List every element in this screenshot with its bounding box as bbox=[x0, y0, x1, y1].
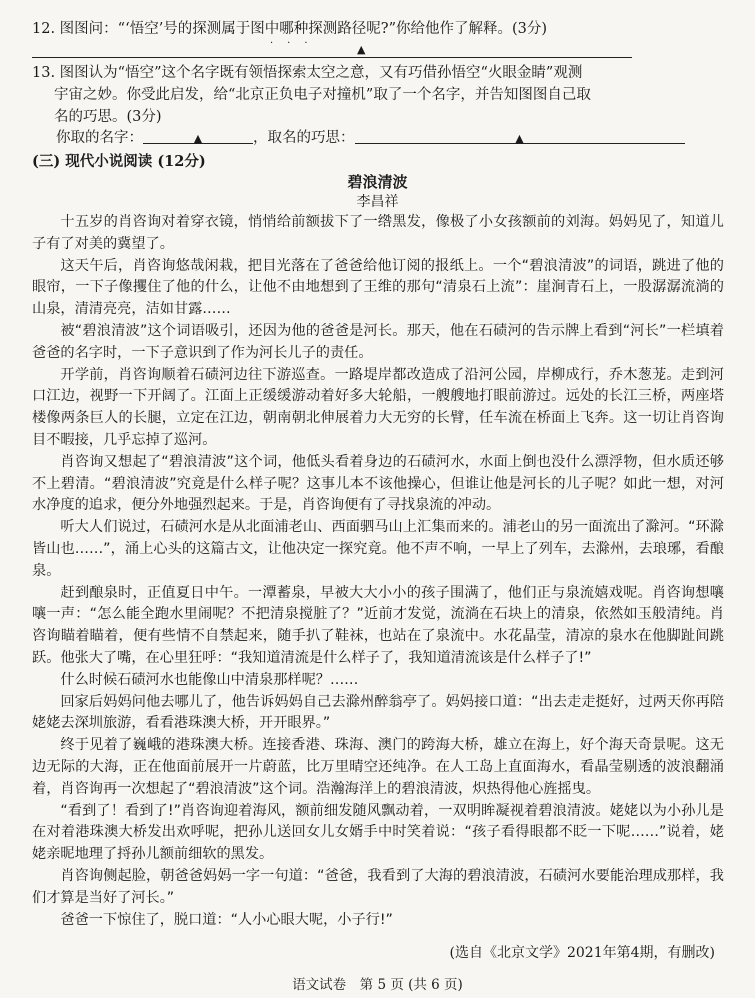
name-blank[interactable] bbox=[143, 127, 253, 144]
reason-marker: ▲ bbox=[515, 132, 524, 145]
paragraph: 十五岁的肖咨询对着穿衣镜，悄悄给前额拔下了一绺黑发，像极了小女孩额前的刘海。妈妈见了，知道儿子有了对美的冀望了。 bbox=[32, 214, 724, 252]
paragraph: 听大人们说过，石碛河水是从北面浦老山、西面驷马山上汇集而来的。浦老山的另一面流出了滁河。“环滁皆山也……”，涌上心头的这篇古文，让他决定一探究竟。他不声不响，一早上了列车，去滁州，去琅琊，看酿泉。 bbox=[32, 519, 724, 579]
question-12-text: 12. 图图问：“‘悟空’号的探测属于图中哪种探测路径呢?”你给他作了解释。(3分) bbox=[32, 21, 548, 37]
paragraph: 被“碧浪清波”这个词语吸引，还因为他的爸爸是河长。那天，他在石碛河的告示牌上看到“河长”一栏填着爸爸的名字时，一下子意识到了作为河长儿子的责任。 bbox=[32, 322, 724, 361]
paragraph: 回家后妈妈问他去哪儿了，他告诉妈妈自己去滁州醉翁亭了。妈妈接口道：“出去走走挺好，过两天你再陪姥姥去深圳旅游，看看港珠澳大桥，开开眼界。” bbox=[32, 693, 724, 732]
paragraph: 肖咨询侧起脸，朝爸爸妈妈一字一句道：“爸爸，我看到了大海的碧浪清波，石碛河水要能治理成那样，我们才算是当好了河长。” bbox=[32, 867, 724, 906]
paragraph: 开学前，肖咨询顺着石碛河边往下游巡查。一路堤岸都改造成了沿河公园，岸柳成行，乔木葱茏。走到河口江边，视野一下开阔了。江面上正缓缓游动着好多大轮船，一艘艘地打眼前游过。远处的长江三桥，两座塔楼像两条巨人的长腿，立定在江边，朝南朝北伸展着力大无穷的长臂，任车流在桥面上飞奔。这一切让肖咨询目不暇接，几乎忘掉了巡河。 bbox=[32, 366, 724, 448]
name-label: 你取的名字： bbox=[56, 130, 143, 146]
question-13-line-2: 宇宙之妙。你受此启发，给“北京正负电子对撞机”取了一个名字，并告知图图自己取 bbox=[54, 87, 591, 103]
section-heading: (三) 现代小说阅读 (12分) bbox=[32, 153, 206, 170]
paragraph: 终于见着了巍峨的港珠澳大桥。连接香港、珠海、澳门的跨海大桥，雄立在海上，好个海天奇景呢。这无边无际的大海，正在他面前展开一片蔚蓝，比万里晴空还纯净。在人工岛上直面海水，看晶莹剔透的波浪翻涌着，肖咨询再一次想起了“碧浪清波”这个词。浩瀚海洋上的碧浪清波，炽热得他心旌摇曳。 bbox=[32, 737, 724, 797]
paragraph: 什么时候石碛河水也能像山中清泉那样呢？…… bbox=[60, 671, 359, 688]
question-12 bbox=[32, 18, 722, 40]
name-marker: ▲ bbox=[193, 132, 203, 145]
paragraph: “看到了！看到了!”肖咨询迎着海风，额前细发随风飘动着，一双明眸凝视着碧浪清波。姥姥以为小孙儿是在对着港珠澳大桥发出欢呼呢，把孙儿送回女儿女婿手中时笑着说：“孩子看得眼都不眨一下呢……”说着，姥姥亲昵地理了捋孙儿额前细软的黑发。 bbox=[32, 802, 724, 863]
question-13 bbox=[32, 62, 722, 128]
reason-blank[interactable] bbox=[355, 127, 685, 144]
paragraph: 爸爸一下惊住了，脱口道：“人小心眼大呢，小子行!” bbox=[60, 911, 393, 928]
paragraph: 这天午后，肖咨询悠哉闲栽，把目光落在了爸爸给他订阅的报纸上。一个“碧浪清波”的词语，跳进了他的眼帘，一下子像攫住了他的什么，让他不由地想到了王维的那句“清泉石上流”：崖涧青石上，一股潺潺流淌的山泉，清清亮亮，洁如甘露…… bbox=[32, 257, 724, 318]
question-13-line-1: 13. 图图认为“悟空”这个名字既有领悟探索太空之意，又有巧借孙悟空“火眼金睛”观测 bbox=[32, 65, 583, 81]
question-13-answer-row bbox=[56, 127, 736, 149]
article-body bbox=[32, 212, 724, 931]
article-author: 李昌祥 bbox=[356, 194, 399, 210]
paragraph: 赶到酿泉时，正值夏日中午。一潭蓄泉，早被大大小小的孩子围满了，他们正与泉流嬉戏呢。肖咨询想嚷嚷一声：“怎么能全跑水里闹呢？不把清泉搅脏了？”近前才发觉，流淌在石块上的清泉，依然如玉般清纯。肖咨询瞄着瞄着，便有些情不自禁起来，随手扒了鞋袜，也站在了泉流中。水花晶莹，清凉的泉水在他脚趾间跳跃。他张大了嘴，在心里狂呼：“我知道清流是什么样子了，我知道清流该是什么样子了!” bbox=[32, 584, 724, 666]
article-title: 碧浪清波 bbox=[347, 173, 408, 191]
page-footer: 语文试卷 第 5 页 (共 6 页) bbox=[292, 977, 463, 993]
paragraph: 肖咨询又想起了“碧浪清波”这个词，他低头看着身边的石碛河水，水面上倒也没什么漂浮物，但水质还够不上碧清。“碧浪清波”究竟是什么样子呢？这事儿本不该他操心，但谁让他是河长的儿子呢？如此一想，对河水净度的追求，便分外地强烈起来。于是，肖咨询便有了寻找泉流的冲动。 bbox=[32, 453, 724, 514]
article-source: (选自《北京文学》2021年第4期，有删改) bbox=[449, 945, 715, 961]
emphasis-dots: ··· bbox=[270, 38, 322, 49]
question-13-line-3: 名的巧思。(3分) bbox=[54, 109, 162, 125]
reason-label: ，取名的巧思： bbox=[253, 130, 355, 146]
answer-line-12[interactable] bbox=[32, 43, 632, 58]
answer-marker-12: ▲ bbox=[357, 43, 366, 56]
